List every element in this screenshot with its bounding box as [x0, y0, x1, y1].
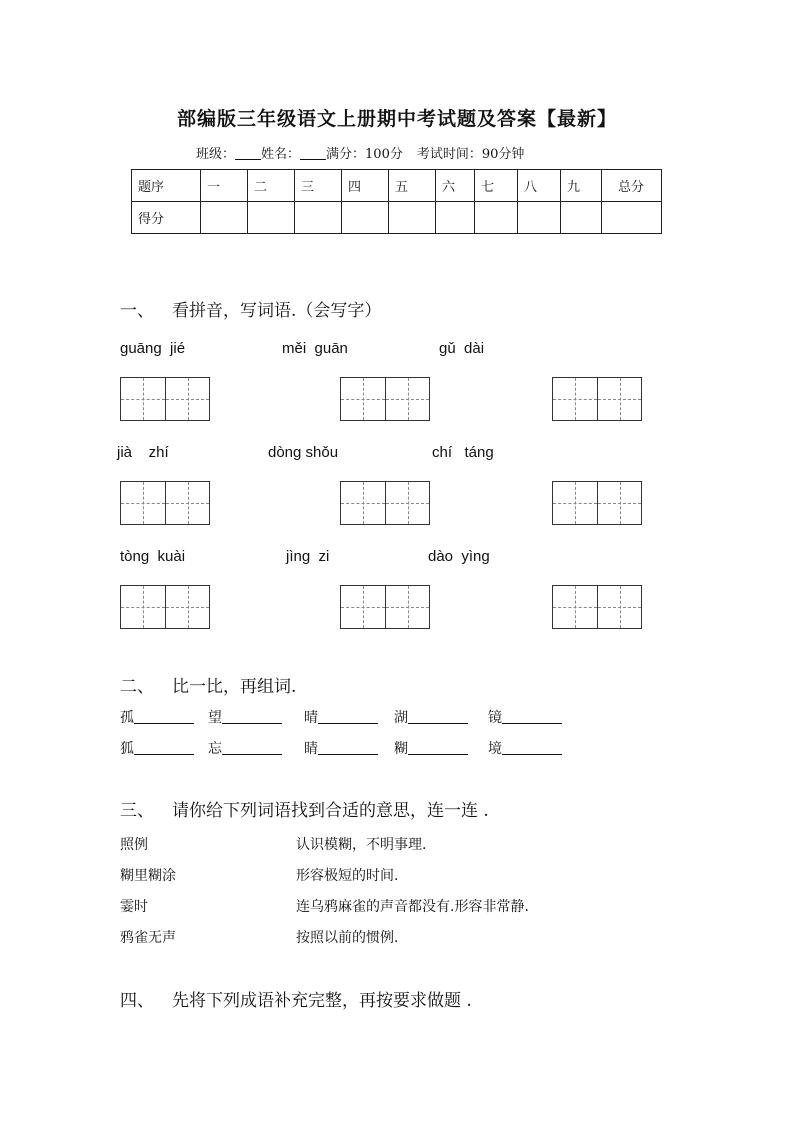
answer-blank[interactable] — [318, 741, 378, 755]
compare-item: 糊 — [394, 738, 468, 758]
score-header-cell: 三 — [295, 170, 342, 202]
score-cell[interactable] — [436, 202, 475, 234]
score-row-label: 得分 — [132, 202, 201, 234]
score-cell[interactable] — [342, 202, 389, 234]
writing-grid[interactable] — [340, 481, 430, 525]
section-1-heading — [120, 296, 381, 321]
compare-item: 湖 — [394, 707, 468, 727]
compare-item: 境 — [488, 738, 562, 758]
pinyin-6: chí táng — [432, 444, 494, 461]
answer-blank[interactable] — [222, 710, 282, 724]
class-blank[interactable] — [235, 147, 261, 160]
score-row — [132, 202, 662, 234]
writing-grid[interactable] — [120, 585, 210, 629]
match-meaning[interactable]: 按照以前的惯例. — [296, 930, 399, 946]
score-cell[interactable] — [561, 202, 602, 234]
score-header-cell: 八 — [518, 170, 561, 202]
score-cell[interactable] — [201, 202, 248, 234]
score-cell[interactable] — [389, 202, 436, 234]
match-meaning[interactable]: 连乌鸦麻雀的声音都没有.形容非常静. — [296, 899, 529, 915]
class-label: 班级： — [196, 147, 236, 162]
score-header-cell: 一 — [201, 170, 248, 202]
compare-item: 睛 — [304, 738, 378, 758]
section-2-title: 比一比，再组词. — [172, 677, 297, 697]
score-header-cell: 五 — [389, 170, 436, 202]
score-header-row — [132, 170, 662, 202]
writing-grid[interactable] — [340, 377, 430, 421]
answer-blank[interactable] — [134, 741, 194, 755]
section-4-number: 四、 — [120, 991, 154, 1011]
section-3-number: 三、 — [120, 801, 154, 821]
compare-item: 忘 — [208, 738, 282, 758]
writing-grid[interactable] — [120, 481, 210, 525]
section-3-heading — [120, 796, 489, 821]
answer-blank[interactable] — [408, 710, 468, 724]
score-header-cell: 九 — [561, 170, 602, 202]
score-header-cell: 总分 — [602, 170, 662, 202]
compare-item: 孤 — [120, 707, 194, 727]
compare-item: 晴 — [304, 707, 378, 727]
full-score: 满分：100分 — [326, 147, 403, 162]
score-header-cell: 二 — [248, 170, 295, 202]
answer-blank[interactable] — [318, 710, 378, 724]
name-blank[interactable] — [300, 147, 326, 160]
match-meaning[interactable]: 认识模糊，不明事理. — [296, 837, 427, 853]
answer-blank[interactable] — [134, 710, 194, 724]
student-info — [196, 143, 524, 162]
pinyin-7: tòng kuài — [120, 548, 186, 565]
answer-blank[interactable] — [502, 741, 562, 755]
score-header-cell: 四 — [342, 170, 389, 202]
compare-item: 镜 — [488, 707, 562, 727]
section-2-heading — [120, 672, 296, 697]
pinyin-1: guāng jié — [120, 340, 186, 357]
pinyin-3: gǔ dài — [439, 340, 485, 357]
writing-grid[interactable] — [552, 585, 642, 629]
section-3-title: 请你给下列词语找到合适的意思，连一连 . — [172, 801, 489, 821]
score-header-cell: 六 — [436, 170, 475, 202]
answer-blank[interactable] — [502, 710, 562, 724]
pinyin-4: jià zhí — [117, 444, 169, 461]
writing-grid[interactable] — [552, 481, 642, 525]
section-4-title: 先将下列成语补充完整，再按要求做题 . — [172, 991, 472, 1011]
writing-grid[interactable] — [552, 377, 642, 421]
score-cell[interactable] — [518, 202, 561, 234]
compare-item: 望 — [208, 707, 282, 727]
score-header-cell: 题序 — [132, 170, 201, 202]
section-1-number: 一、 — [120, 301, 154, 321]
compare-item: 狐 — [120, 738, 194, 758]
answer-blank[interactable] — [408, 741, 468, 755]
match-word[interactable]: 照例 — [120, 837, 148, 853]
score-cell[interactable] — [475, 202, 518, 234]
section-2-number: 二、 — [120, 677, 154, 697]
section-4-heading — [120, 986, 472, 1011]
match-word[interactable]: 糊里糊涂 — [120, 868, 176, 884]
score-cell[interactable] — [602, 202, 662, 234]
pinyin-8: jìng zi — [286, 548, 330, 565]
score-header-cell: 七 — [475, 170, 518, 202]
score-table — [131, 169, 662, 234]
writing-grid[interactable] — [120, 377, 210, 421]
answer-blank[interactable] — [222, 741, 282, 755]
match-word[interactable]: 霎时 — [120, 899, 148, 915]
pinyin-5: dòng shǒu — [268, 444, 339, 461]
score-cell[interactable] — [295, 202, 342, 234]
page-title: 部编版三年级语文上册期中考试题及答案【最新】 — [176, 108, 617, 130]
pinyin-9: dào yìng — [428, 548, 490, 565]
score-cell[interactable] — [248, 202, 295, 234]
exam-time: 考试时间：90分钟 — [416, 147, 525, 162]
section-1-title: 看拼音，写词语.（会写字） — [172, 301, 382, 321]
pinyin-2: měi guān — [282, 340, 348, 357]
name-label: 姓名： — [261, 147, 301, 162]
writing-grid[interactable] — [340, 585, 430, 629]
match-word[interactable]: 鸦雀无声 — [120, 930, 176, 946]
match-meaning[interactable]: 形容极短的时间. — [296, 868, 399, 884]
